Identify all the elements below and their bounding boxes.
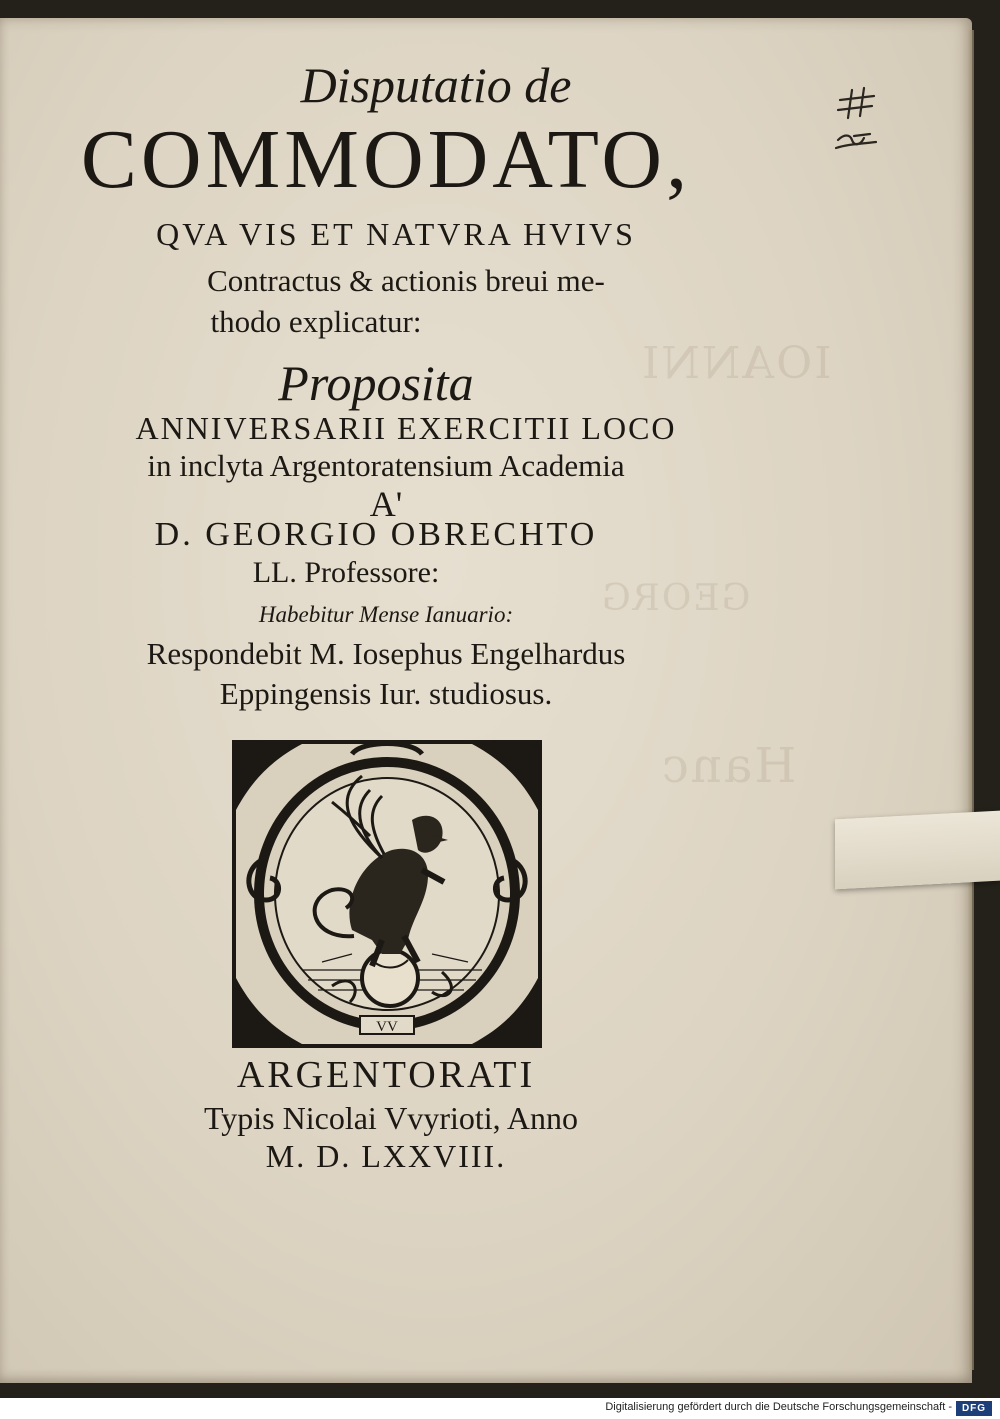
printer-line: Typis Nicolai Vvyrioti, Anno xyxy=(203,1100,579,1136)
subtitle-line-2: Contractus & actionis breui me- xyxy=(207,263,605,298)
printer-city: ARGENTORATI xyxy=(236,1054,536,1096)
page-edge xyxy=(968,30,974,1370)
show-through-text: Hanc xyxy=(660,738,797,794)
emblem-monogram: VV xyxy=(376,1019,398,1035)
show-through-text: IOANNI xyxy=(640,338,832,389)
footer-credit: Digitalisierung gefördert durch die Deutsche Forschungsgemeinschaft - xyxy=(605,1401,952,1413)
subtitle-line-3: thodo explicatur: xyxy=(210,304,422,339)
publication-year: M. D. LXXVIII. xyxy=(265,1138,507,1174)
footer-bar xyxy=(0,1398,1000,1419)
date-line: Habebitur Mense Ianuario: xyxy=(258,602,514,627)
paper-tab-strip xyxy=(835,811,1000,890)
dfg-logo: DFG xyxy=(956,1401,992,1416)
praeses-name: D. GEORGIO OBRECHTO xyxy=(154,516,598,553)
printers-device-emblem xyxy=(232,740,542,1048)
anniversarii-line: ANNIVERSARII EXERCITII LOCO xyxy=(135,410,677,446)
show-through-text: GEORG xyxy=(600,578,751,619)
title-line-1: Disputatio de xyxy=(300,57,572,113)
academia-line: in inclyta Argentoratensium Academia xyxy=(147,448,625,483)
title-page xyxy=(0,18,972,1383)
a-letter: A' xyxy=(369,484,403,524)
title-line-2: COMMODATO, xyxy=(80,113,692,206)
proposita-heading: Proposita xyxy=(278,355,474,411)
respondent-line-1: Respondebit M. Iosephus Engelhardus xyxy=(146,636,626,671)
subtitle-line-1: QVA VIS ET NATVRA HVIVS xyxy=(156,216,636,252)
praeses-title: LL. Professore: xyxy=(252,556,440,589)
respondent-line-2: Eppingensis Iur. studiosus. xyxy=(219,676,553,711)
